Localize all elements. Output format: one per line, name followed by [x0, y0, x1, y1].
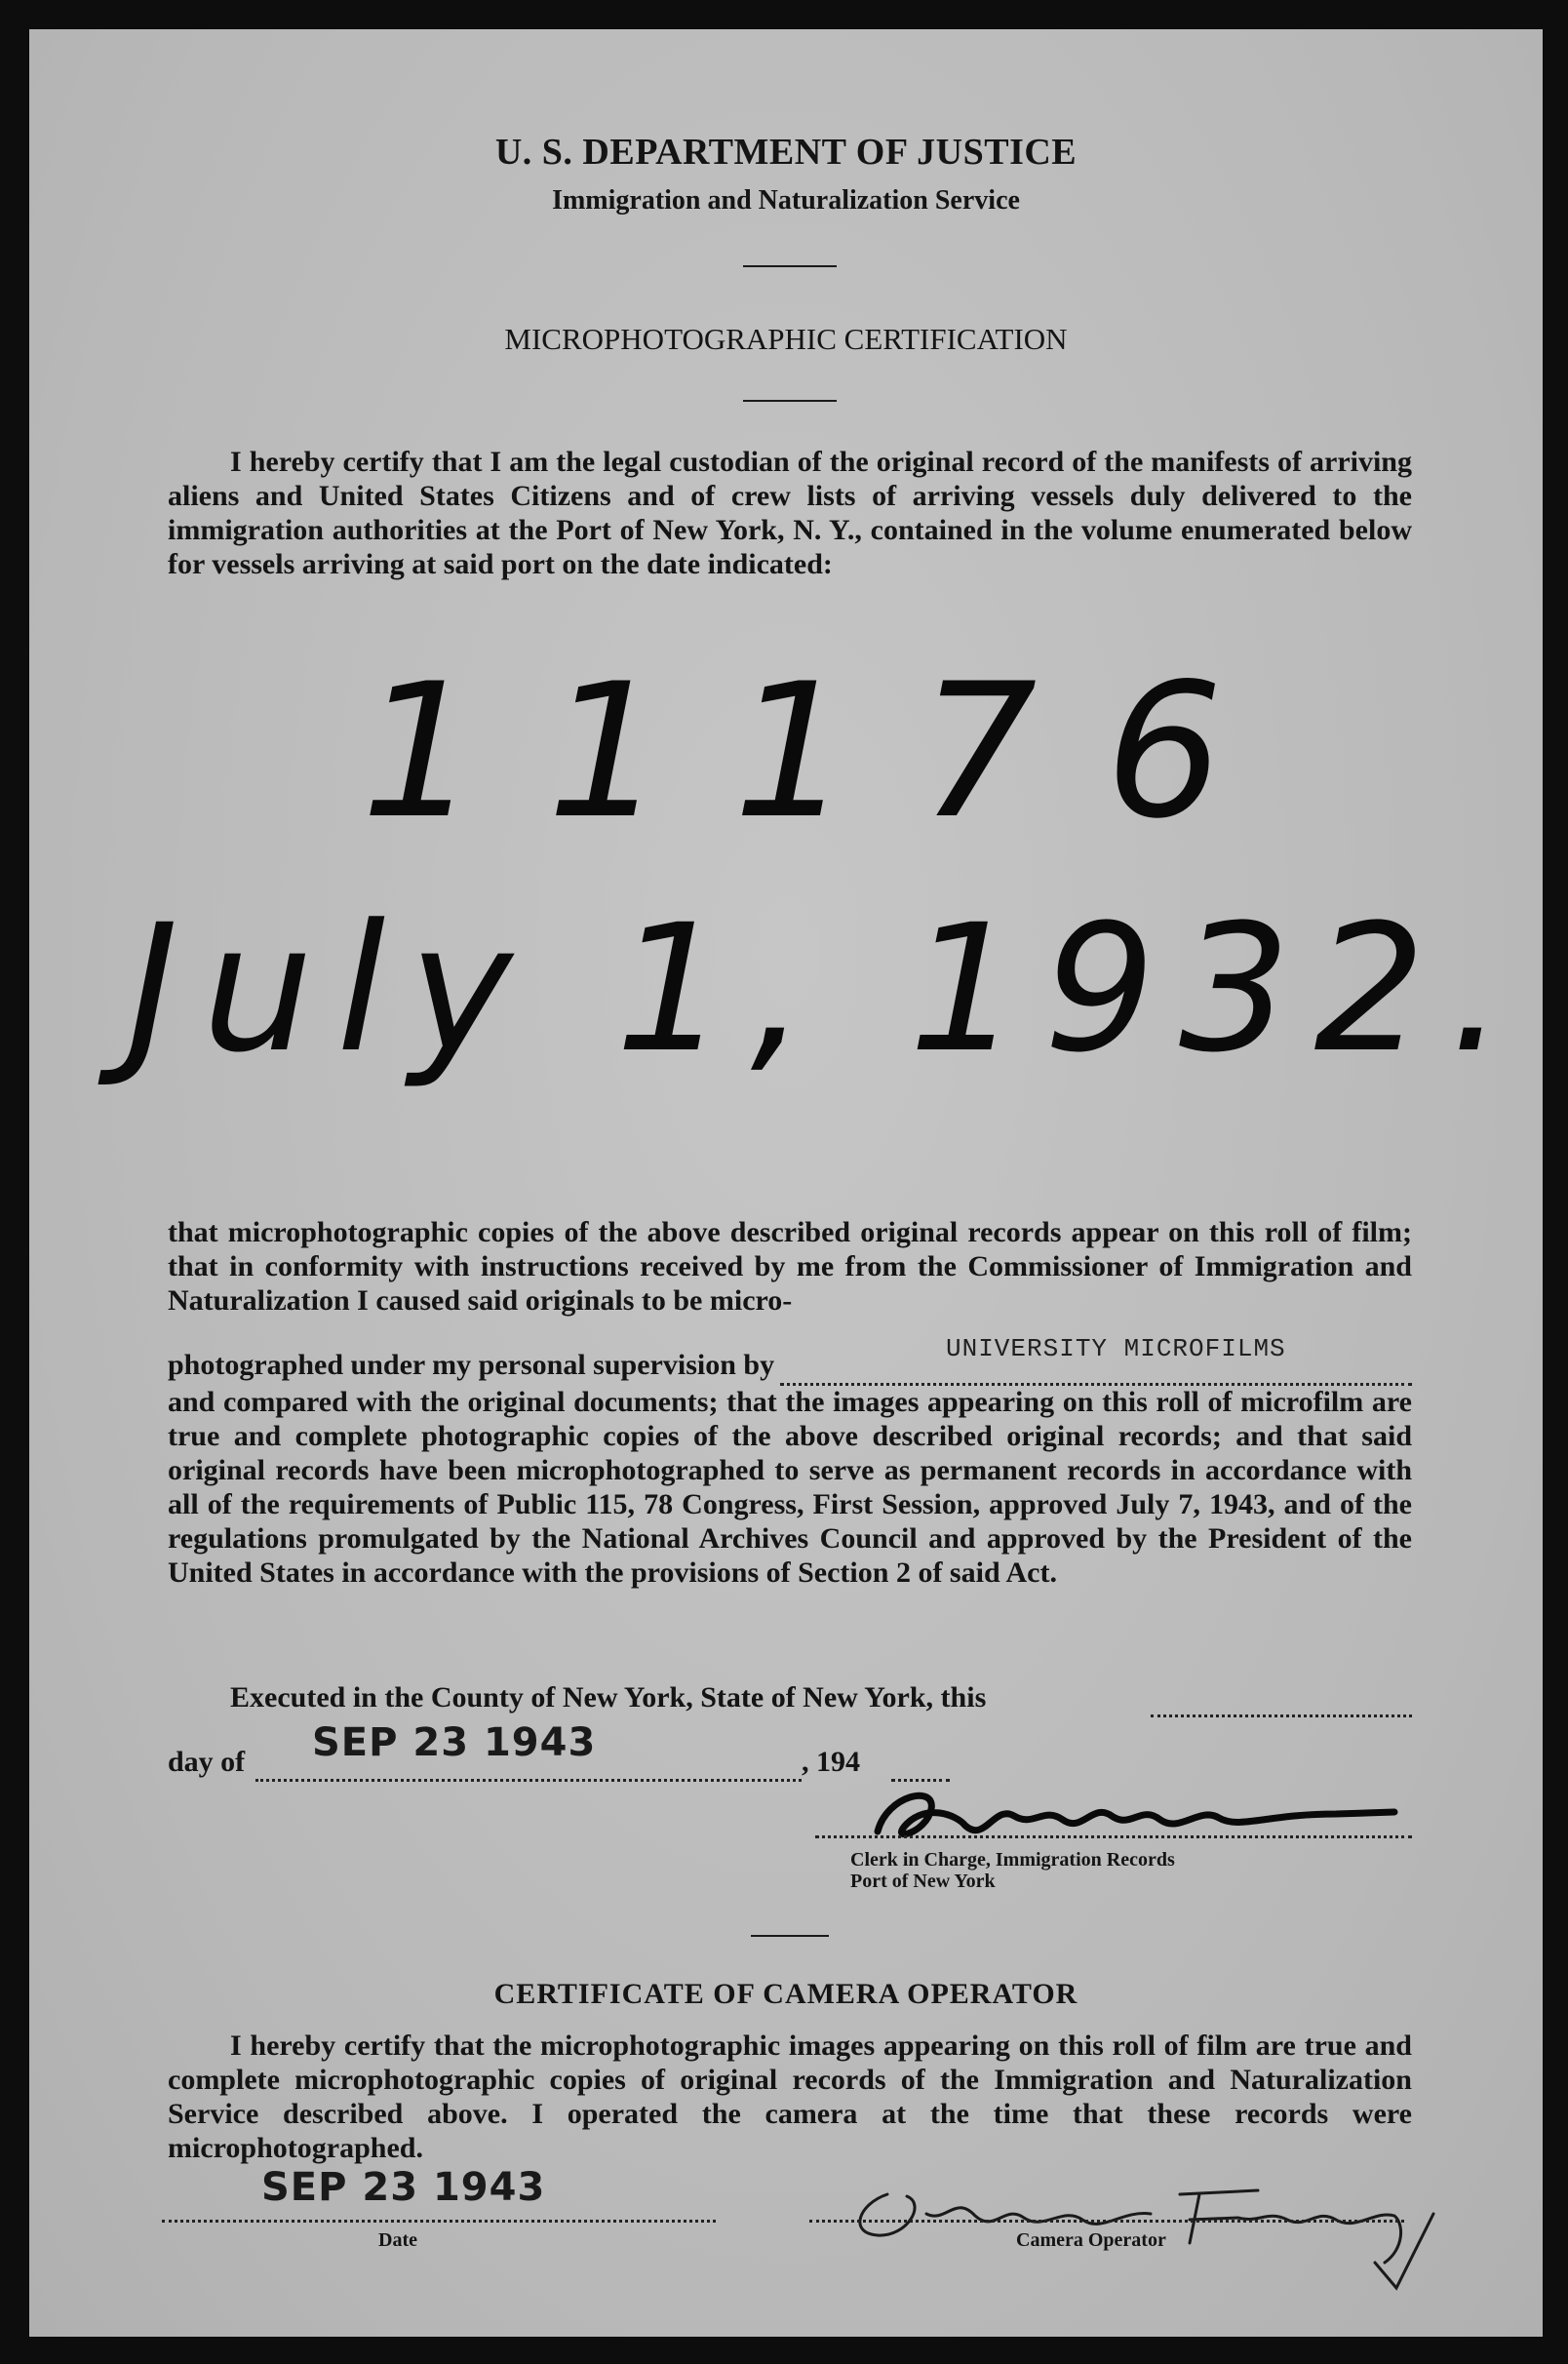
operator-signature-line — [809, 2220, 1404, 2223]
intro-paragraph: I hereby certify that I am the legal custodian of the original record of the manifests of arriving aliens and United States Citizens and of crew lists of arriving vessels duly delivered to the immigration authorities at the Port of New York, N. Y., contained in the volume enumerated below for vessels arriving at said port on the date indicated: — [168, 446, 1412, 580]
camera-operator-paragraph: I hereby certify that the microphotographic images appearing on this roll of film are true and complete microphotographic copies of original records of the Immigration and Naturalization Service described above. I operated the camera at the time that these records were microphotographed. — [168, 2029, 1412, 2164]
date-stamp: SEP 23 1943 — [312, 1720, 597, 1765]
signer-title-line1: Clerk in Charge, Immigration Records — [850, 1849, 1175, 1871]
certification-title: MICROPHOTOGRAPHIC CERTIFICATION — [504, 322, 1068, 356]
year-label: , 194 — [802, 1746, 860, 1778]
signer-title-line2: Port of New York — [850, 1871, 996, 1892]
service-subheading: Immigration and Naturalization Service — [552, 185, 1020, 216]
photographed-by-value: UNIVERSITY MICROFILMS — [946, 1334, 1286, 1363]
divider — [751, 1935, 829, 1937]
dotted-line — [255, 1779, 802, 1782]
body-paragraph-1: that microphotographic copies of the above described original records appear on this roll of film; that in conformity with instructions received by me from the Commissioner of Immigration and Naturalization I caused said originals to be micro- — [168, 1216, 1412, 1317]
arrival-date-handwritten: July 1, 1932. — [127, 887, 1529, 1091]
signature-line — [815, 1835, 1412, 1838]
executed-text: Executed in the County of New York, State of New York, this — [230, 1681, 987, 1714]
date-line — [162, 2220, 716, 2223]
divider — [743, 265, 837, 267]
certificate-page — [29, 29, 1543, 2337]
operator-date-stamp: SEP 23 1943 — [261, 2165, 546, 2210]
camera-operator-label: Camera Operator — [1016, 2229, 1166, 2251]
divider — [743, 400, 837, 402]
operator-signature — [829, 2155, 1453, 2292]
clerk-signature — [848, 1755, 1414, 1863]
dotted-line — [1151, 1714, 1412, 1717]
volume-number-handwritten: 11176 — [361, 644, 1292, 859]
department-heading: U. S. DEPARTMENT OF JUSTICE — [494, 132, 1078, 173]
camera-operator-title: CERTIFICATE OF CAMERA OPERATOR — [493, 1978, 1078, 2010]
date-label: Date — [378, 2229, 417, 2251]
body-paragraph-2: and compared with the original documents; that the images appearing on this roll of microfilm are true and complete photographic copies of the above described original records; and that said original records have been microphotographed to serve as permanent records in accordance with all of the requirements of Public 115, 78 Congress, First Session, approved July 7, 1943, and of the regulations promulgated by the National Archives Council and approved by the President of the United States in accordance with the provisions of Section 2 of said Act. — [168, 1386, 1412, 1589]
photographed-by-label: photographed under my personal supervision by — [168, 1349, 775, 1381]
day-of-label: day of — [168, 1746, 246, 1778]
